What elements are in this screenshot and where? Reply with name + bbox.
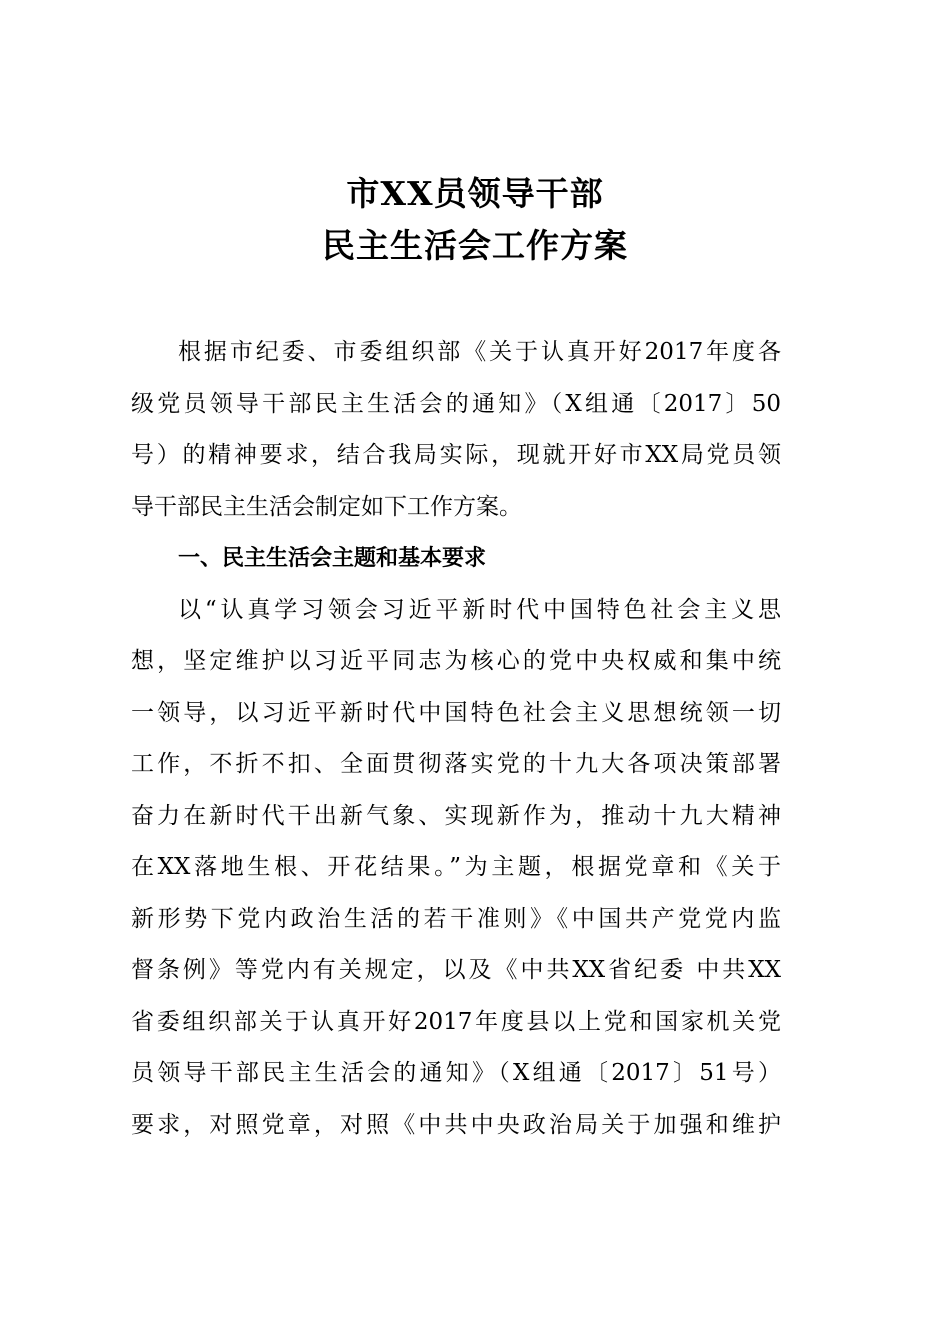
paragraph-intro [131,327,781,533]
text-line: 省委组织部关于认真开好2017年度县以上党和国家机关党 [131,1008,781,1035]
document-title [0,168,950,272]
text-line: 一领导，以习近平新时代中国特色社会主义思想统领一切 [131,699,781,726]
text-line: 奋力在新时代干出新气象、实现新作为，推动十九大精神 [131,802,781,829]
section-heading: 一、民主生活会主题和基本要求 [178,546,487,571]
text-line: 导干部民主生活会制定如下工作方案。 [131,493,522,520]
title-line-1: 市XX员领导干部 [346,174,604,213]
document-body [131,327,781,1151]
text-line: 督条例》等党内有关规定，以及《中共XX省纪委 中共XX [131,957,781,983]
text-line: 想，坚定维护以习近平同志为核心的党中央权威和集中统 [131,648,781,674]
text-line: 要求，对照党章，对照《中共中央政治局关于加强和维护 [131,1111,781,1138]
text-line: 根据市纪委、市委组织部《关于认真开好2017年度各 [178,339,781,365]
text-line: 号）的精神要求，结合我局实际，现就开好市XX局党员领 [131,442,781,468]
paragraph-theme [131,585,781,1152]
text-line: 员领导干部民主生活会的通知》（X组通〔2017〕51号） [131,1060,781,1086]
text-line: 级党员领导干部民主生活会的通知》（X组通〔2017〕50 [131,390,781,417]
text-line: 新形势下党内政治生活的若干准则》《中国共产党党内监 [131,905,781,932]
text-line: 在XX落地生根、开花结果。”为主题，根据党章和《关于 [131,854,781,880]
title-line-2: 民主生活会工作方案 [322,226,628,265]
text-line: 以“认真学习领会习近平新时代中国特色社会主义思 [178,596,781,623]
text-line: 工作，不折不扣、全面贯彻落实党的十九大各项决策部署 [131,751,781,777]
